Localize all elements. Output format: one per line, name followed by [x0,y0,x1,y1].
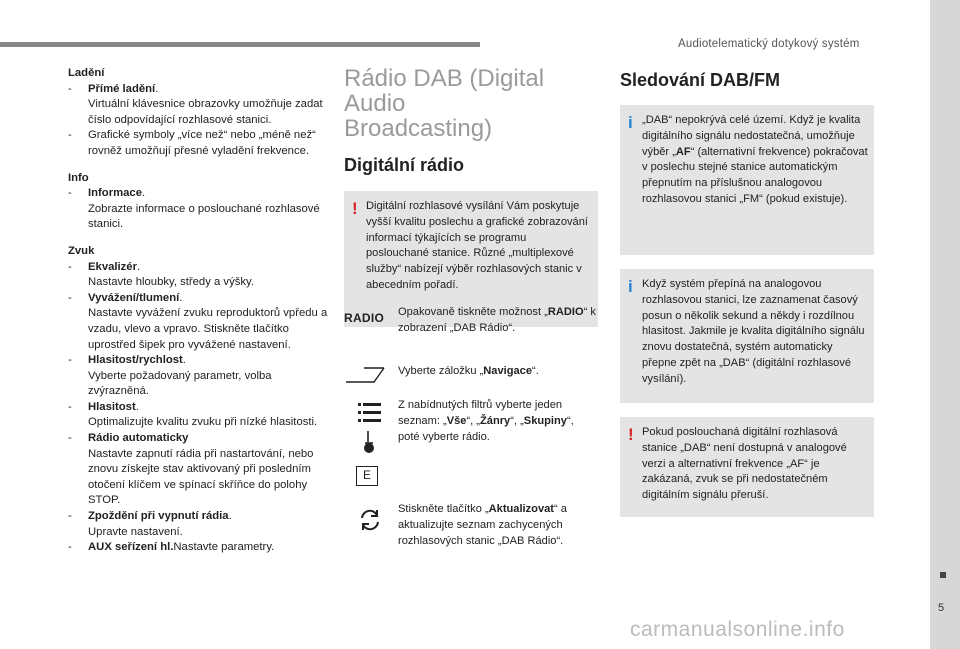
section-heading: Digitální rádio [344,155,465,175]
info-icon: i [628,277,633,296]
section-heading: Sledování DAB/FM [620,70,781,90]
page-sidebar [930,0,960,649]
settings-column [68,66,330,567]
info-note: i „DAB“ nepokrývá celé území. Když je kvalita digitálního signálu nedostatečná, umožňuje výběr „AF“ (alternativní frekvence) pokračovat v poslechu stejné stanice automatickým přepnutím na příslušnou analogovou rozhlasovou stanici „FM“ (pokud existuje). [620,105,874,255]
radio-button-label: RADIO [344,311,385,325]
list-icon [358,402,382,430]
list-item: - Rádio automaticky Nastavte zapnutí rádia při nastartování, nebo znovu získejte stav aktivovaný při posledním otočení klíčem ve spínací skříňce do polohy STOP. [68,432,314,507]
watermark: carmanualsonline.info [630,618,845,641]
warning-icon: ! [352,199,358,218]
page-number: 5 [938,602,945,614]
list-item: - Informace. Zobrazte informace o poslouchané rozhlasové stanici. [68,187,320,231]
header-bar [0,42,480,47]
list-item: - Přímé ladění. Virtuální klávesnice obrazovky umožňuje zadat číslo odpovídající rozhlasové stanici. [68,82,323,126]
list-item: - Hlasitost/rychlost. Vyberte požadovaný parametr, volba zvýrazněná. [68,354,272,398]
section-title: Ladění [68,67,105,79]
warning-note: ! Digitální rozhlasové vysílání Vám poskytuje vyšší kvalitu poslechu a grafické zobrazování informací týkajících se programu poslouchané stanice. Různé „multiplexové služby“ nabízejí výběr rozhlasových stanic v abecedním pořadí. [344,191,598,327]
list-item: - Zpoždění při vypnutí rádia. Upravte nastavení. [68,510,232,538]
group-icon: E [356,466,378,486]
list-item: - Grafické symboly „více než“ nebo „méně než“ rovněž umožňují přesné vyladění frekvence. [68,129,316,157]
list-item: - AUX seřízení hl.Nastavte parametry. [68,541,275,554]
sidebar-marker [940,572,946,578]
list-item: - Vyvážení/tlumení. Nastavte vyvážení zvuku reproduktorů vpředu a vzadu, vlevo a vpravo. Stiskněte tlačítko uprostřed šipek pro vyvážené nastavení. [68,291,328,351]
section-title: Zvuk [68,244,95,257]
list-item: - Ekvalizér. Nastavte hloubky, středy a výšky. [68,260,254,289]
section-title: Info [68,171,89,184]
header-title: Audiotelematický dotykový systém [678,38,860,50]
info-icon: i [628,113,633,132]
dab-fm-column [620,66,874,517]
info-note: i Když systém přepíná na analogovou rozhlasovou stanici, lze zaznamenat časový posun o několik sekund a někdy i rozdílnou hlasitost. Jakmile je kvalita digitálního signálu znovu dostatečná, systém automaticky přepne zpět na „DAB“ (digitální rozhlasové vysílání). [620,269,874,403]
list-item: - Hlasitost. Optimalizujte kvalitu zvuku při nízké hlasitosti. [68,400,318,429]
section-info [68,171,330,233]
tab-icon [344,366,388,390]
genre-icon [362,430,380,462]
page-title: Rádio DAB (Digital Audio Broadcasting) [344,65,545,142]
section-sound [68,244,330,556]
section-tuning [68,66,330,160]
dab-column [344,66,600,327]
warning-note: ! Pokud poslouchaná digitální rozhlasová stanice „DAB“ není dostupná v analogové verzi a alternativní frekvence „AF“ je zakázaná, zvuk se při nedostatečném digitálním signálu přeruší. [620,417,874,517]
warning-icon: ! [628,425,634,444]
refresh-icon [358,508,382,538]
